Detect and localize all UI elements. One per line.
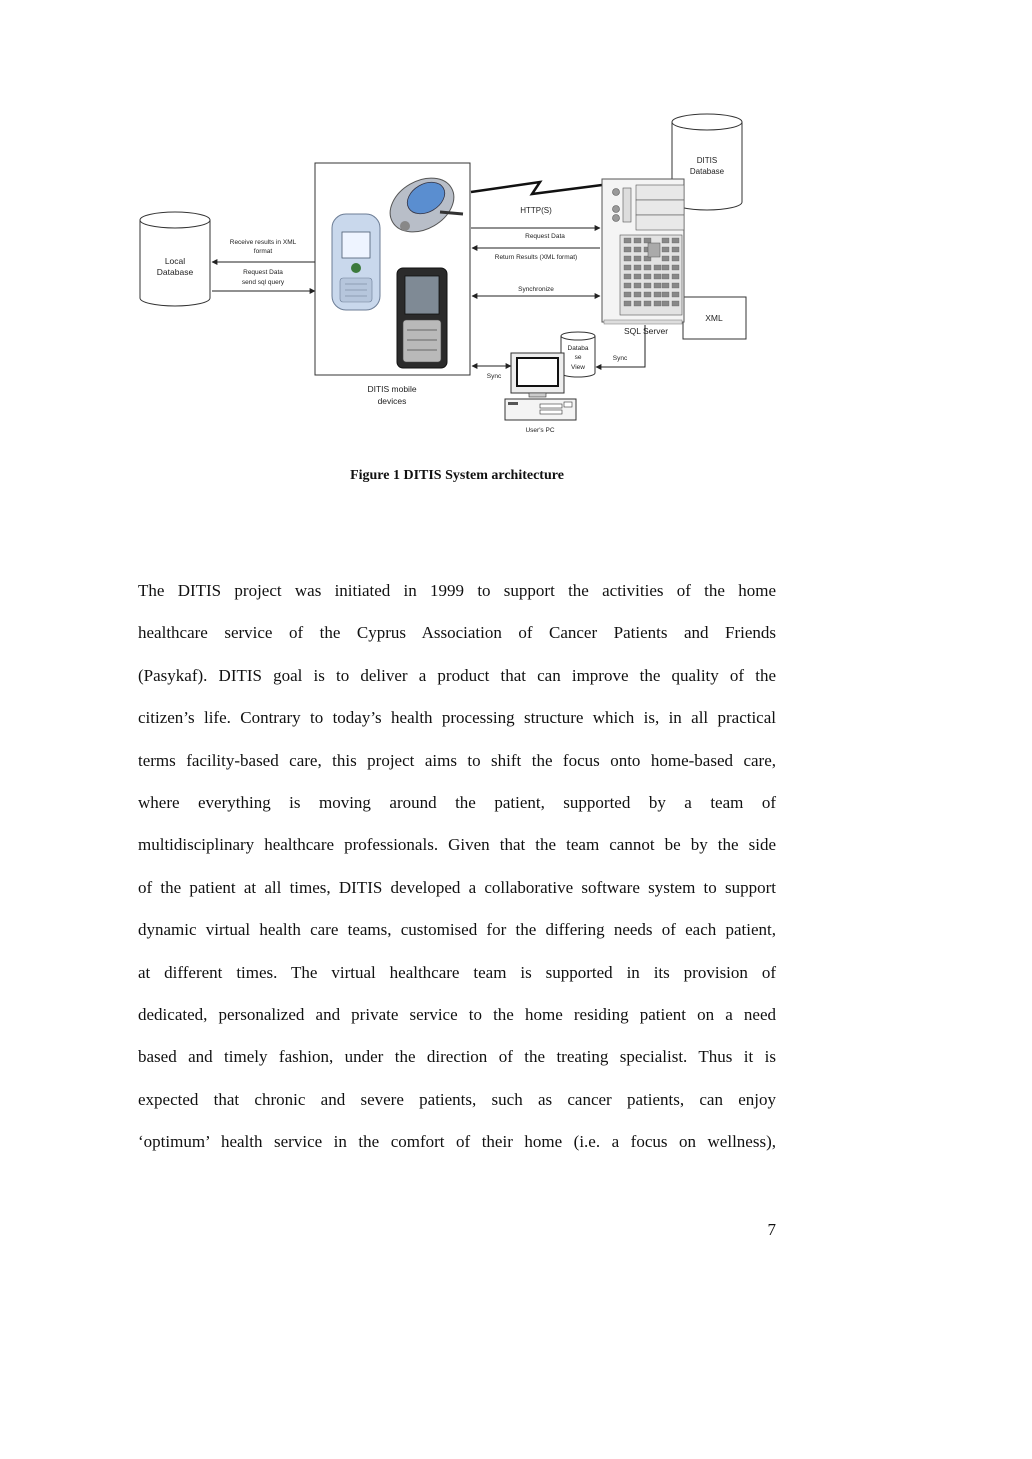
- ditis-database-label-1: DITIS: [696, 156, 718, 165]
- architecture-diagram: [0, 0, 1032, 450]
- request-data-label: Request Data: [525, 233, 565, 240]
- local-database-label-2: Database: [156, 267, 194, 277]
- text-line: healthcare service of the Cyprus Association of Cancer Patients and Friends: [138, 623, 776, 643]
- smartphone-icon: [397, 268, 447, 368]
- text-line: terms facility-based care, this project aims to shift the focus onto home-based care,: [138, 750, 776, 770]
- request-data-left-label-1: Request Data: [243, 269, 283, 276]
- database-view-label-3: View: [571, 364, 585, 371]
- return-results-label: Return Results (XML format): [494, 254, 578, 261]
- receive-results-label-2: format: [253, 248, 273, 255]
- sql-server-icon: [602, 179, 684, 324]
- text-line: of the patient at all times, DITIS developed a collaborative software system to support: [138, 877, 776, 897]
- text-line: at different times. The virtual healthcare team is supported in its provision of: [138, 962, 776, 982]
- wireless-link-icon: [471, 182, 602, 194]
- local-database-label-1: Local: [164, 256, 186, 266]
- text-line: The DITIS project was initiated in 1999 to support the activities of the home: [138, 581, 776, 600]
- text-line: multidisciplinary healthcare professionals. Given that the team cannot be by the side: [138, 835, 776, 855]
- text-line: dedicated, personalized and private service to the home residing patient on a need: [138, 1004, 776, 1024]
- synchronize-label: Synchronize: [518, 286, 554, 293]
- text-line: ‘optimum’ health service in the comfort of their home (i.e. a focus on wellness),: [138, 1132, 776, 1152]
- text-line: where everything is moving around the patient, supported by a team of: [138, 792, 776, 812]
- database-view-cylinder: [561, 332, 595, 377]
- local-database-cylinder: [140, 212, 210, 306]
- https-label: HTTP(S): [520, 206, 552, 215]
- text-line: dynamic virtual health care teams, customised for the differing needs of each patient,: [138, 920, 776, 940]
- text-line: (Pasykaf). DITIS goal is to deliver a product that can improve the quality of the: [138, 665, 776, 685]
- xml-label: XML: [705, 313, 723, 323]
- sync-left-label: Sync: [486, 373, 502, 380]
- sql-server-label: SQL Server: [623, 326, 669, 336]
- body-paragraph: [138, 576, 776, 1169]
- users-pc-label: User's PC: [525, 427, 555, 434]
- phone-icon: [332, 214, 380, 310]
- page-number: 7: [767, 1220, 776, 1239]
- receive-results-label-1: Receive results in XML: [229, 239, 297, 246]
- request-data-left-label-2: send sql query: [241, 279, 285, 286]
- database-view-label-1: Databa: [567, 345, 589, 352]
- text-line: expected that chronic and severe patients, such as cancer patients, can enjoy: [138, 1089, 776, 1109]
- figure-caption: Figure 1 DITIS System architecture: [350, 468, 564, 483]
- sync-right-label: Sync: [612, 355, 628, 362]
- mobile-devices-label-1: DITIS mobile: [367, 384, 417, 394]
- ditis-database-label-2: Database: [689, 167, 725, 176]
- mobile-devices-label-2: devices: [377, 396, 407, 406]
- text-line: based and timely fashion, under the direction of the treating specialist. Thus it is: [138, 1047, 776, 1067]
- database-view-label-2: se: [574, 354, 582, 361]
- text-line: citizen’s life. Contrary to today’s health processing structure which is, in all practical: [138, 708, 776, 728]
